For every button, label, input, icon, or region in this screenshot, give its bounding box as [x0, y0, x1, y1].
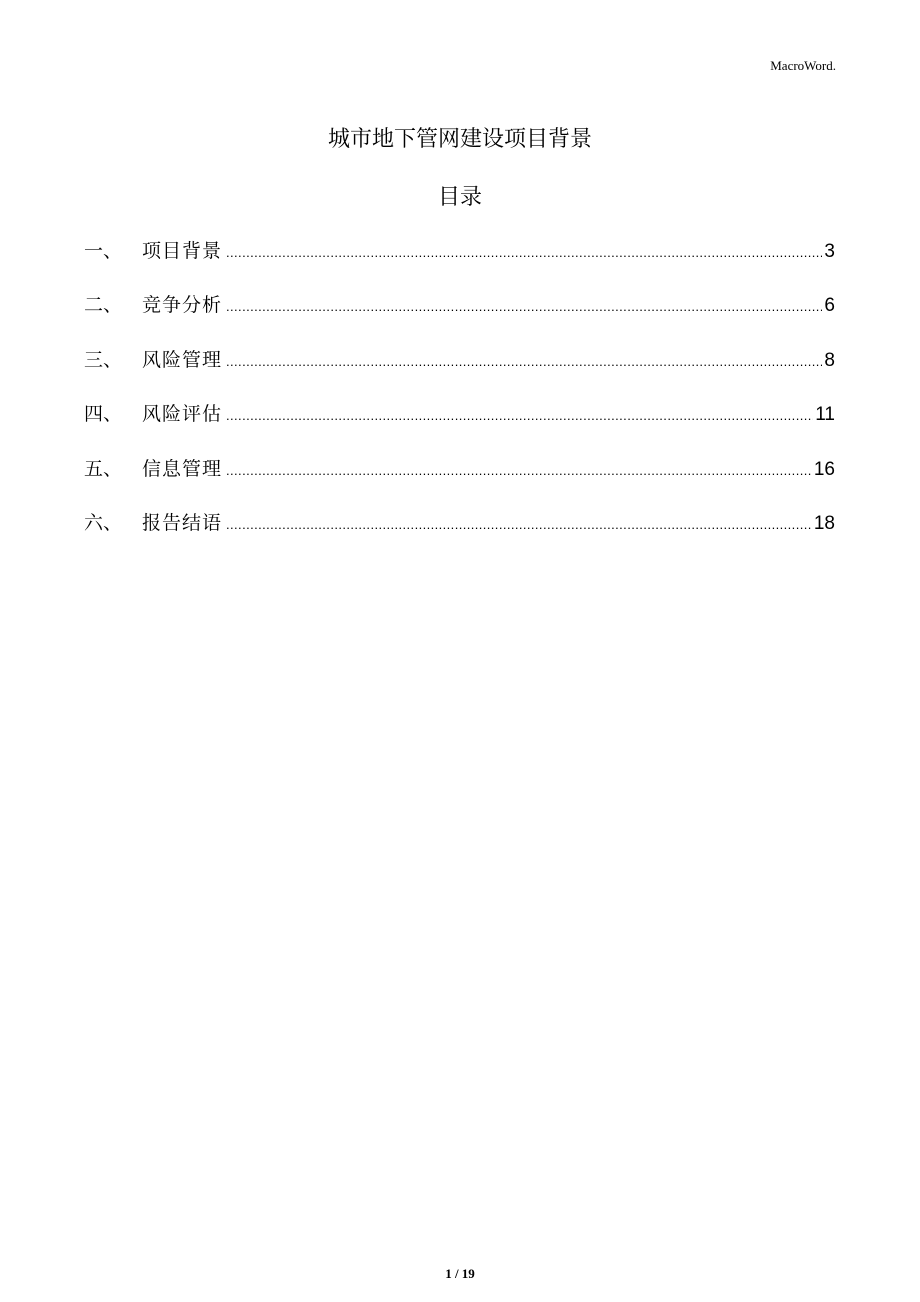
toc-dot-leader — [226, 347, 822, 377]
toc-entry-number: 一、 — [84, 240, 123, 262]
toc-entry[interactable] — [84, 454, 835, 508]
toc-entry-number: 四、 — [84, 403, 123, 426]
toc-entry-page: 3 — [824, 241, 835, 262]
toc-entry-title: 竞争分析 — [142, 294, 223, 317]
document-title: 城市地下管网建设项目背景 — [327, 127, 592, 152]
toc-entry-page: 8 — [824, 349, 835, 371]
toc-entry-title: 报告结语 — [142, 511, 223, 534]
toc-entry-number: 三、 — [84, 348, 123, 371]
toc-entry-title: 项目背景 — [142, 240, 223, 262]
toc-entry[interactable] — [84, 236, 835, 290]
toc-entry-number: 二、 — [84, 294, 123, 317]
toc-dot-leader — [226, 456, 812, 486]
toc-entry-page: 6 — [824, 295, 835, 317]
toc-entry-title: 风险评估 — [142, 403, 223, 426]
toc-entry-page: 16 — [813, 458, 835, 480]
toc-entry[interactable] — [84, 399, 835, 453]
toc-entry[interactable] — [84, 345, 835, 399]
header-brand: MacroWord. — [770, 58, 836, 73]
toc-dot-leader — [226, 238, 822, 268]
toc-entry-title: 信息管理 — [142, 457, 223, 480]
toc-dot-leader — [226, 401, 813, 431]
page-number-footer: 1 / 19 — [445, 1266, 475, 1281]
table-of-contents — [84, 236, 835, 562]
toc-entry-title: 风险管理 — [142, 348, 223, 371]
toc-entry-page: 18 — [813, 512, 835, 534]
toc-entry-number: 六、 — [84, 511, 123, 534]
toc-entry-page: 11 — [815, 404, 835, 426]
toc-heading: 目录 — [437, 185, 482, 210]
toc-entry[interactable] — [84, 290, 835, 344]
toc-entry-number: 五、 — [84, 457, 123, 480]
toc-dot-leader — [226, 510, 812, 540]
toc-dot-leader — [226, 292, 822, 322]
toc-entry[interactable] — [84, 508, 835, 562]
